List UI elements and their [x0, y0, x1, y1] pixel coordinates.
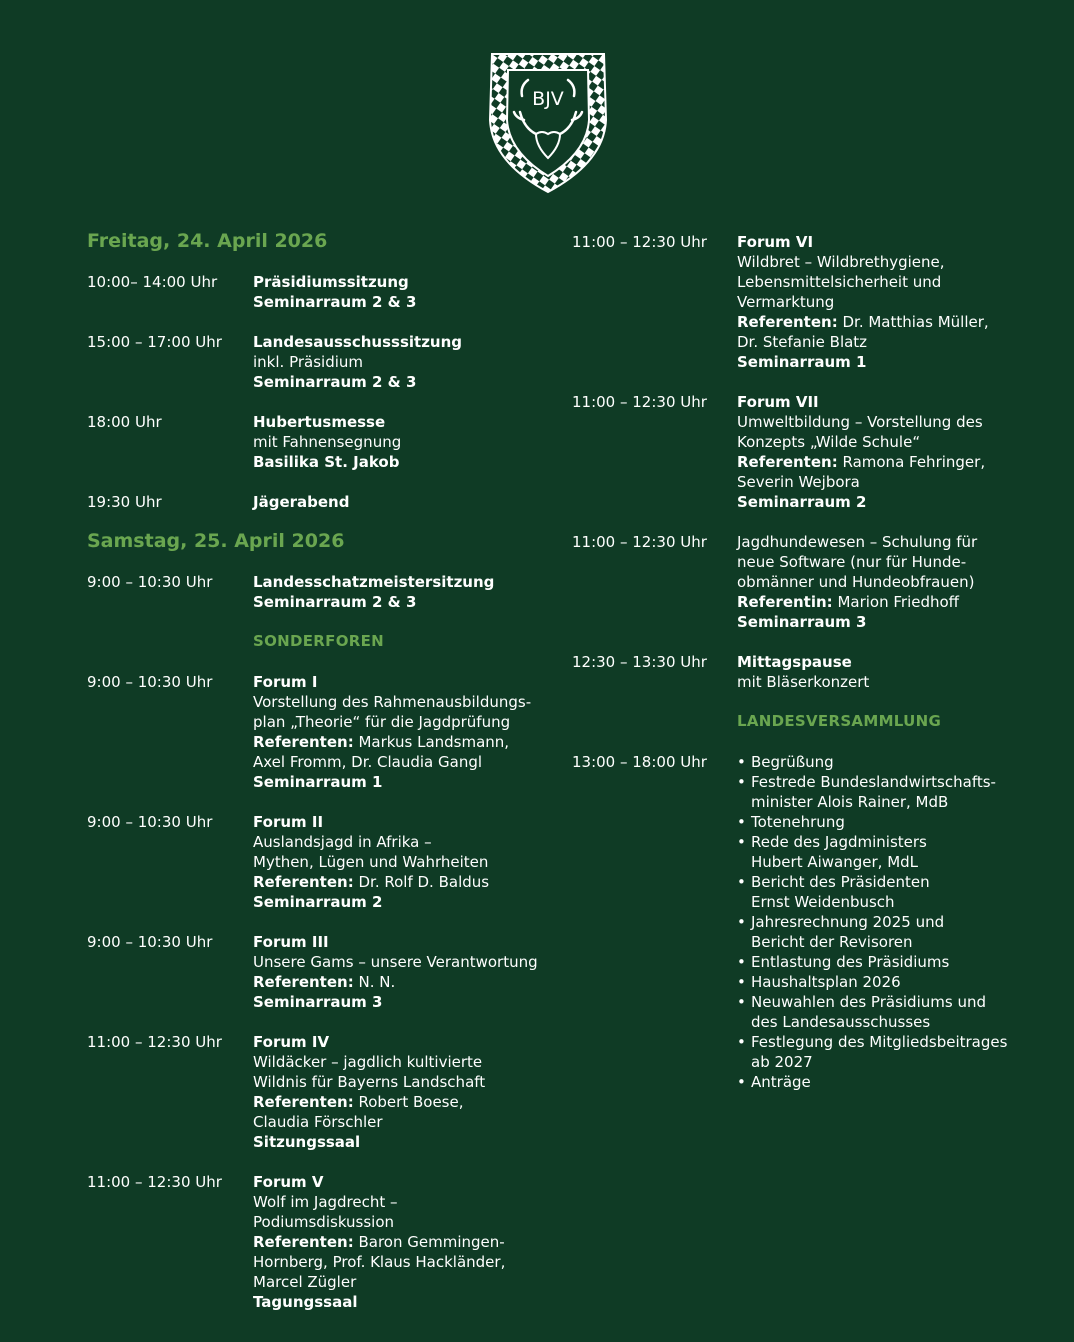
entry-body	[253, 412, 553, 472]
entry-desc: Wolf im Jagdrecht –	[253, 1193, 398, 1211]
entry-room: Basilika St. Jakob	[253, 453, 400, 471]
entry-desc: Mythen, Lügen und Wahrheiten	[253, 853, 489, 871]
agenda-item: • Totenehrung	[737, 812, 1037, 832]
entry-body	[253, 572, 553, 612]
referent-label: Referenten:	[253, 1233, 354, 1251]
entry-room: Tagungssaal	[253, 1293, 358, 1311]
referent-label: Referentin:	[737, 593, 833, 611]
entry-title: Forum III	[253, 933, 329, 951]
entry-body	[253, 812, 553, 912]
bjv-logo	[486, 50, 610, 194]
entry-time: 18:00 Uhr	[87, 413, 162, 431]
entry-room: Sitzungssaal	[253, 1133, 361, 1151]
entry-title: Landesausschusssitzung	[253, 333, 463, 351]
referent-names: N. N.	[358, 973, 396, 991]
saturday-heading: Samstag, 25. April 2026	[87, 530, 345, 552]
referent-names: Dr. Stefanie Blatz	[737, 333, 868, 351]
entry-desc: Wildbret – Wildbrethygiene,	[737, 253, 945, 271]
entry-body	[737, 652, 1037, 692]
entry-desc: Auslandsjagd in Afrika –	[253, 833, 432, 851]
entry-title: Jägerabend	[253, 493, 350, 511]
entry-time: 12:30 – 13:30 Uhr	[572, 653, 707, 671]
entry-desc: Podiumsdiskussion	[253, 1213, 395, 1231]
section-label-sonderforen: SONDERFOREN	[253, 632, 385, 650]
entry-body	[737, 232, 1037, 372]
entry-title: Landesschatzmeistersitzung	[253, 573, 495, 591]
entry-desc: inkl. Präsidium	[253, 353, 363, 371]
referent-names: Axel Fromm, Dr. Claudia Gangl	[253, 753, 483, 771]
entry-desc: Umweltbildung – Vorstellung des	[737, 413, 983, 431]
section-label-landesversammlung: LANDESVERSAMMLUNG	[737, 712, 942, 730]
agenda-item: • Bericht des Präsidenten Ernst Weidenbusch	[737, 872, 1037, 912]
referent-names: Severin Wejbora	[737, 473, 860, 491]
entry-room: Seminarraum 2 & 3	[253, 373, 417, 391]
entry-title: Forum VII	[737, 393, 819, 411]
entry-desc: Jagdhundewesen – Schulung für	[737, 533, 978, 551]
entry-time: 9:00 – 10:30 Uhr	[87, 813, 213, 831]
entry-desc: Lebensmittelsicherheit und	[737, 273, 942, 291]
referent-names: Claudia Förschler	[253, 1113, 383, 1131]
entry-body	[253, 1172, 553, 1312]
entry-desc: Unsere Gams – unsere Verantwortung	[253, 953, 538, 971]
logo-text: BJV	[532, 88, 564, 110]
referent-names: Baron Gemmingen-	[358, 1233, 505, 1251]
referent-names: Hornberg, Prof. Klaus Hackländer,	[253, 1253, 506, 1271]
entry-room: Seminarraum 3	[253, 993, 383, 1011]
entry-desc: Vorstellung des Rahmenausbildungs-	[253, 693, 532, 711]
entry-title: Forum VI	[737, 233, 814, 251]
entry-desc: mit Bläserkonzert	[737, 673, 870, 691]
entry-desc: plan „Theorie“ für die Jagdprüfung	[253, 713, 511, 731]
referent-names: Marion Friedhoff	[837, 593, 960, 611]
entry-body	[253, 672, 553, 792]
entry-time: 19:30 Uhr	[87, 493, 162, 511]
entry-time: 11:00 – 12:30 Uhr	[572, 393, 707, 411]
entry-title: Hubertusmesse	[253, 413, 386, 431]
entry-body	[737, 392, 1037, 512]
referent-label: Referenten:	[253, 873, 354, 891]
agenda-item: • Haushaltsplan 2026	[737, 972, 1037, 992]
entry-time: 11:00 – 12:30 Uhr	[87, 1173, 222, 1191]
referent-label: Referenten:	[737, 453, 838, 471]
referent-label: Referenten:	[253, 1093, 354, 1111]
referent-names: Robert Boese,	[358, 1093, 464, 1111]
entry-desc: Wildnis für Bayerns Landschaft	[253, 1073, 486, 1091]
agenda-item: • Begrüßung	[737, 752, 1037, 772]
entry-body	[253, 332, 553, 392]
entry-title: Präsidiumssitzung	[253, 273, 409, 291]
entry-body	[737, 752, 1037, 1092]
friday-heading: Freitag, 24. April 2026	[87, 230, 328, 252]
entry-title: Mittagspause	[737, 653, 852, 671]
referent-names: Marcel Zügler	[253, 1273, 357, 1291]
referent-label: Referenten:	[253, 973, 354, 991]
entry-desc: Wildäcker – jagdlich kultivierte	[253, 1053, 483, 1071]
agenda-item: • Festrede Bundeslandwirtschafts- minister Alois Rainer, MdB	[737, 772, 1037, 812]
entry-time: 9:00 – 10:30 Uhr	[87, 673, 213, 691]
entry-desc: neue Software (nur für Hunde-	[737, 553, 967, 571]
referent-names: Ramona Fehringer,	[842, 453, 986, 471]
entry-room: Seminarraum 2	[737, 493, 867, 511]
referent-names: Markus Landsmann,	[358, 733, 510, 751]
entry-body	[253, 1032, 553, 1152]
entry-room: Seminarraum 1	[253, 773, 383, 791]
entry-body	[737, 532, 1037, 632]
entry-time: 15:00 – 17:00 Uhr	[87, 333, 222, 351]
referent-label: Referenten:	[253, 733, 354, 751]
entry-desc: Konzepts „Wilde Schule“	[737, 433, 921, 451]
entry-room: Seminarraum 3	[737, 613, 867, 631]
agenda-item: • Entlastung des Präsidiums	[737, 952, 1037, 972]
entry-time: 9:00 – 10:30 Uhr	[87, 573, 213, 591]
entry-time: 9:00 – 10:30 Uhr	[87, 933, 213, 951]
entry-body	[253, 492, 553, 512]
agenda-item: • Anträge	[737, 1072, 1037, 1092]
entry-time: 11:00 – 12:30 Uhr	[572, 533, 707, 551]
entry-desc: mit Fahnensegnung	[253, 433, 402, 451]
agenda-list	[737, 752, 1037, 1092]
entry-body	[253, 932, 553, 1012]
entry-time: 11:00 – 12:30 Uhr	[572, 233, 707, 251]
entry-time: 11:00 – 12:30 Uhr	[87, 1033, 222, 1051]
agenda-item: • Jahresrechnung 2025 und Bericht der Revisoren	[737, 912, 1037, 952]
entry-room: Seminarraum 1	[737, 353, 867, 371]
referent-label: Referenten:	[737, 313, 838, 331]
entry-title: Forum V	[253, 1173, 324, 1191]
entry-desc: obmänner und Hundeobfrauen)	[737, 573, 975, 591]
entry-title: Forum II	[253, 813, 324, 831]
referent-names: Dr. Rolf D. Baldus	[358, 873, 490, 891]
entry-title: Forum I	[253, 673, 318, 691]
agenda-item: • Rede des Jagdministers Hubert Aiwanger, MdL	[737, 832, 1037, 872]
referent-names: Dr. Matthias Müller,	[842, 313, 989, 331]
entry-room: Seminarraum 2 & 3	[253, 293, 417, 311]
agenda-item: • Festlegung des Mitgliedsbeitrages ab 2027	[737, 1032, 1037, 1072]
entry-time: 13:00 – 18:00 Uhr	[572, 753, 707, 771]
entry-room: Seminarraum 2 & 3	[253, 593, 417, 611]
entry-body	[253, 272, 553, 312]
entry-title: Forum IV	[253, 1033, 330, 1051]
agenda-item: • Neuwahlen des Präsidiums und des Landesausschusses	[737, 992, 1037, 1032]
entry-room: Seminarraum 2	[253, 893, 383, 911]
entry-desc: Vermarktung	[737, 293, 835, 311]
entry-time: 10:00– 14:00 Uhr	[87, 273, 218, 291]
